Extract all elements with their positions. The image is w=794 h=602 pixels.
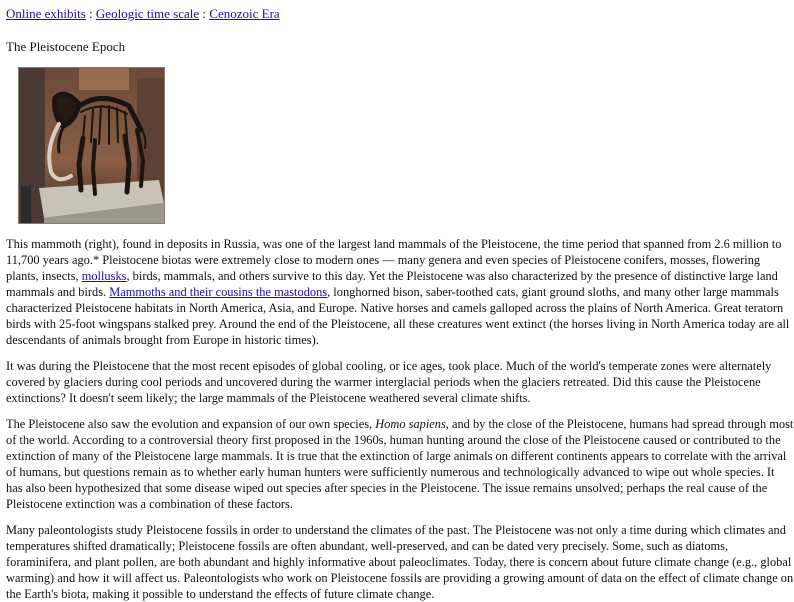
breadcrumb-link-online-exhibits[interactable]: Online exhibits <box>6 6 86 21</box>
paragraph-text: , and by the close of the Pleistocene, humans had spread through most of the world. According to a controversial theory first proposed in the 1960s, human hunting around the close of the Pleistocene caused or contributed to the extinction of many of the Pleistocene large mammals. It is true that the extinction of large animals on different continents appears to correlate with the arrival of humans, but questions remain as to whether early human hunters were sufficiently numerous and technologically advanced to wipe out whole species. It has also been hypothesized that some disease wiped out species after species in the Pleistocene. The issue remains unsolved; perhaps the real cause of the Pleistocene extinction was a combination of these factors. <box>6 417 794 511</box>
breadcrumb-separator: : <box>199 6 210 21</box>
mammoth-skeleton-image <box>19 68 164 223</box>
breadcrumb-link-geologic-time-scale[interactable]: Geologic time scale <box>95 6 200 21</box>
page-title: The Pleistocene Epoch <box>6 39 126 54</box>
paragraph-paleoclimate: Many paleontologists study Pleistocene fossils in order to understand the climates of the past. The Pleistocene was not only a time during which climates and temperatures shifted dramatically; Pleistocene fossils are often abundant, well-preserved, and can be dated very precisely. Some, such as diatoms, foraminifera, and plant pollen, are both abundant and highly informative about paleoclimates. Today, there is concern about future climate change (e.g., global warming) and how it will affect us. Paleontologists who work on Pleistocene fossils are providing a growing amount of data on the effect of climate change on the Earth's biota, making it possible to understand the effects of future climate change. <box>6 523 794 601</box>
paragraph-text: , birds, mammals, and others survive to this day. Yet the Pleistocene was also characterized by the presence of distinctive large land mammals and birds. <box>6 269 778 299</box>
paragraph-ice-ages: It was during the Pleistocene that the most recent episodes of global cooling, or ice ages, took place. Much of the world's temperate zones were alternately covered by glaciers during cool periods and uncovered during the warmer interglacial periods when the glaciers retreated. Did this cause the Pleistocene extinctions? It doesn't seem likely; the large mammals of the Pleistocene weathered several climate shifts. <box>6 359 772 405</box>
breadcrumb-link-cenozoic-era[interactable]: Cenozoic Era <box>209 6 280 21</box>
paragraph-mammoth <box>6 236 794 348</box>
species-name: Homo sapiens <box>375 417 446 431</box>
paragraph-text: The Pleistocene also saw the evolution and expansion of our own species, <box>6 417 376 431</box>
link-mollusks[interactable]: mollusks <box>81 269 127 283</box>
paragraph-text: , longhorned bison, saber-toothed cats, giant ground sloths, and many other large mammals characterized Pleistocene habitats in North America, Asia, and Europe. Native horses and camels galloped across the plains of North America. Great teratorn birds with 25-foot wingspans stalked prey. Around the end of the Pleistocene, all these creatures went extinct (the horses living in North America today are all descendants of animals brought from Europe in historic times). <box>6 285 790 347</box>
link-mammoths-mastodons[interactable]: Mammoths and their cousins the mastodons <box>109 285 328 299</box>
breadcrumb-separator: : <box>85 6 96 21</box>
mammoth-photo <box>18 67 165 224</box>
paragraph-text: This mammoth (right), found in deposits in Russia, was one of the largest land mammals of the Pleistocene, the time period that spanned from 2.6 million to 11,700 years ago.* Pleistocene biotas were extremely close to modern ones — many genera and even species of Pleistocene conifers, mosses, flowering plants, insects, <box>6 237 782 283</box>
breadcrumb <box>6 6 794 22</box>
paragraph-humans <box>6 416 794 512</box>
